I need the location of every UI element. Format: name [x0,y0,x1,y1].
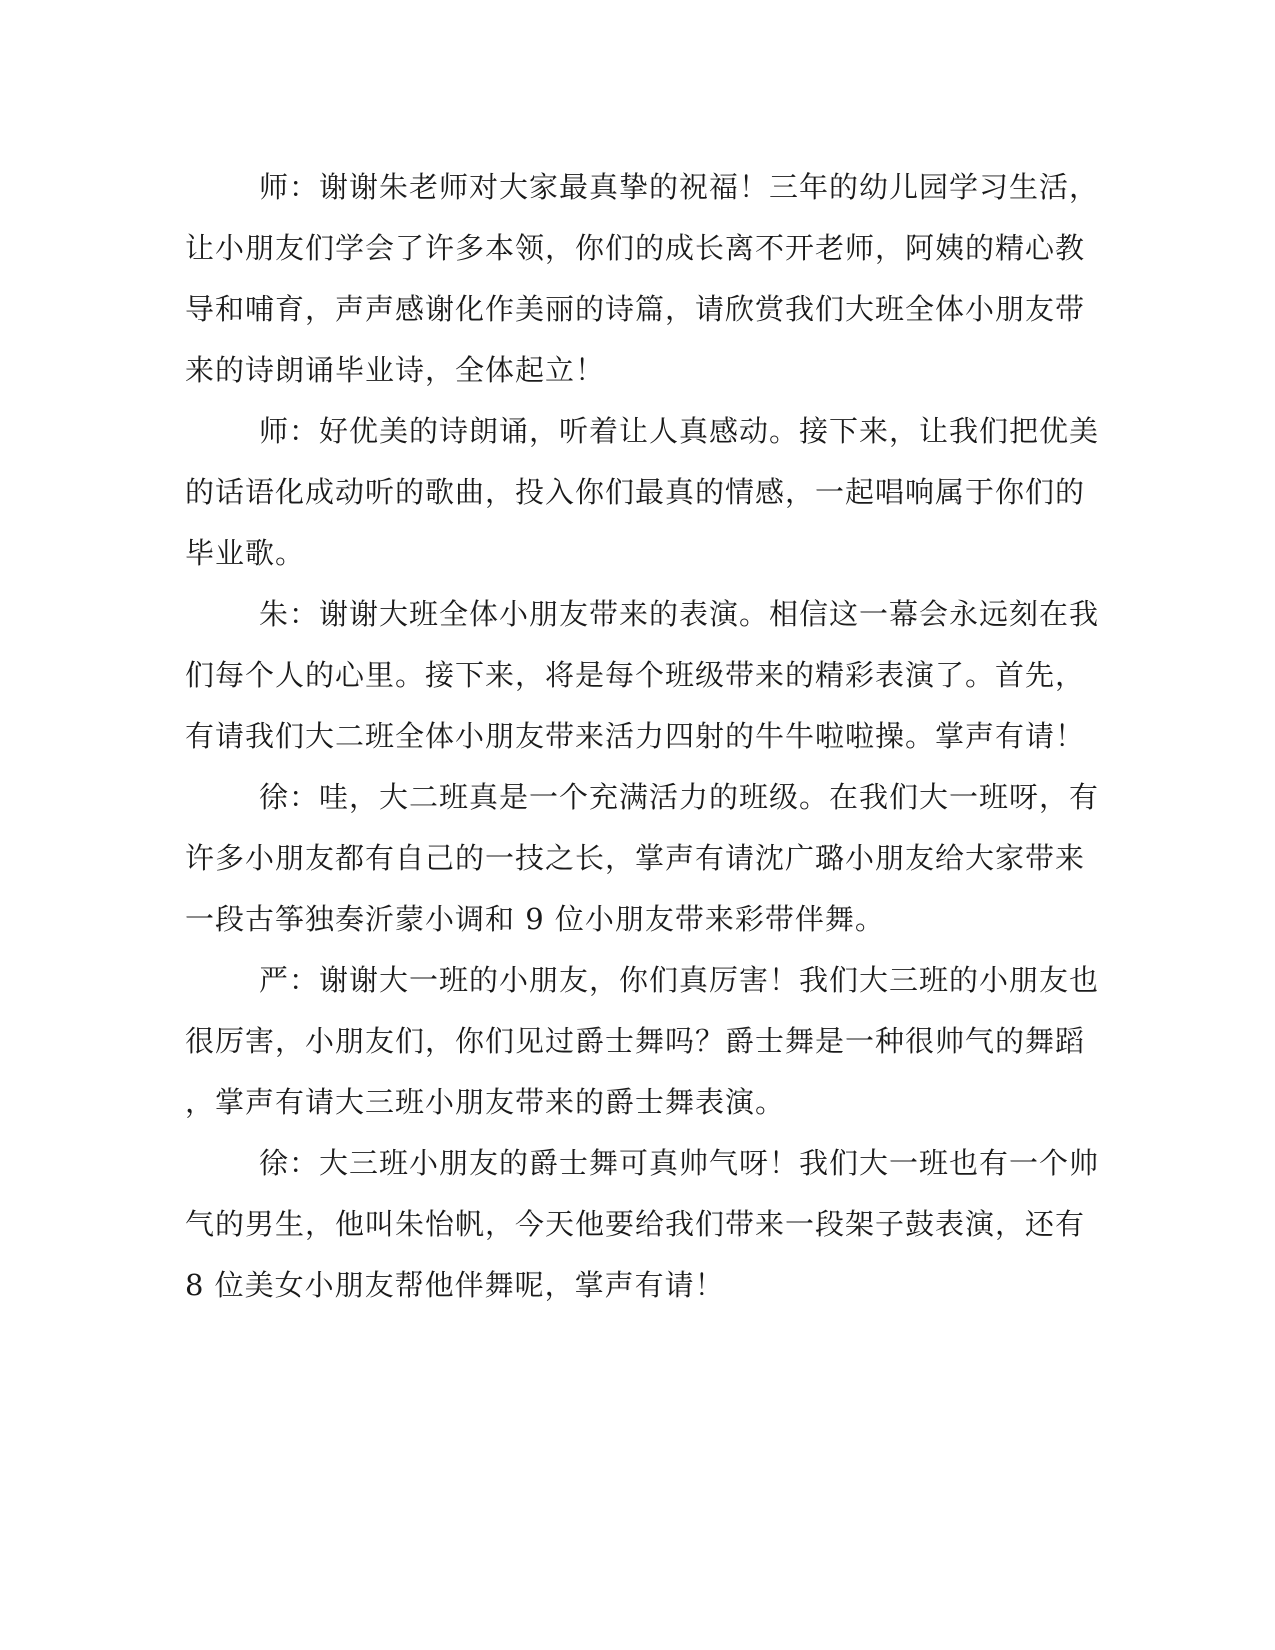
paragraph-line: 有请我们大二班全体小朋友带来活力四射的牛牛啦啦操。掌声有请！ [185,719,1086,753]
paragraph-line: 很厉害，小朋友们，你们见过爵士舞吗？爵士舞是一种很帅气的舞蹈 [185,1024,1086,1058]
paragraph-line: 徐：哇，大二班真是一个充满活力的班级。在我们大一班呀，有 [259,780,1100,814]
document-body [185,157,1100,1316]
paragraph-line: 师：谢谢朱老师对大家最真挚的祝福！三年的幼儿园学习生活， [259,170,1100,204]
paragraph-line: 毕业歌。 [185,536,306,570]
paragraph-line: 一段古筝独奏沂蒙小调和 9 位小朋友带来彩带伴舞。 [185,902,885,936]
paragraph-line: 8 位美女小朋友帮他伴舞呢，掌声有请！ [185,1268,725,1302]
paragraph-line: 气的男生，他叫朱怡帆，今天他要给我们带来一段架子鼓表演，还有 [185,1207,1086,1241]
paragraph-line: 徐：大三班小朋友的爵士舞可真帅气呀！我们大一班也有一个帅 [259,1146,1100,1180]
paragraph-line: 严：谢谢大一班的小朋友，你们真厉害！我们大三班的小朋友也 [259,963,1100,997]
paragraph-5 [185,950,1100,1133]
paragraph-1 [185,157,1100,401]
paragraph-line: 许多小朋友都有自己的一技之长，掌声有请沈广璐小朋友给大家带来 [185,841,1086,875]
paragraph-line: 来的诗朗诵毕业诗，全体起立！ [185,353,606,387]
paragraph-4 [185,767,1100,950]
paragraph-line: 导和哺育，声声感谢化作美丽的诗篇，请欣赏我们大班全体小朋友带 [185,292,1086,326]
paragraph-line: 的话语化成动听的歌曲，投入你们最真的情感，一起唱响属于你们的 [185,475,1086,509]
paragraph-2 [185,401,1100,584]
paragraph-line: 们每个人的心里。接下来，将是每个班级带来的精彩表演了。首先， [185,658,1086,692]
paragraph-6 [185,1133,1100,1316]
paragraph-line: ，掌声有请大三班小朋友带来的爵士舞表演。 [185,1085,786,1119]
paragraph-line: 师：好优美的诗朗诵，听着让人真感动。接下来，让我们把优美 [259,414,1100,448]
paragraph-line: 朱：谢谢大班全体小朋友带来的表演。相信这一幕会永远刻在我 [259,597,1100,631]
paragraph-3 [185,584,1100,767]
paragraph-line: 让小朋友们学会了许多本领，你们的成长离不开老师，阿姨的精心教 [185,231,1086,265]
